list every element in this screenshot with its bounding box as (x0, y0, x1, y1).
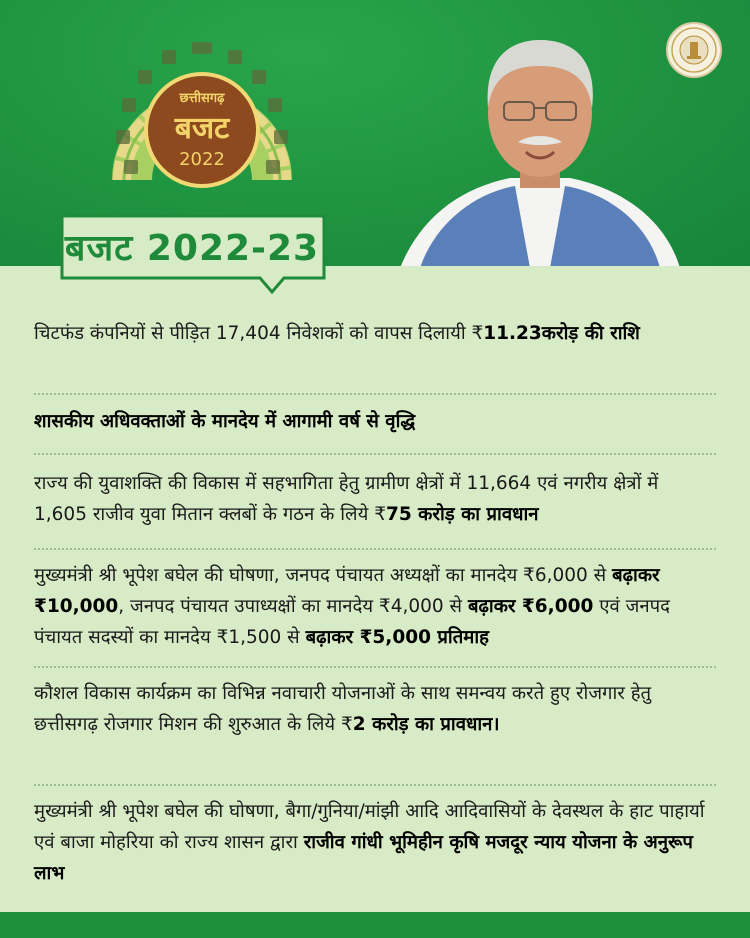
title-tag (58, 212, 338, 286)
item-highlight: शासकीय अधिवक्ताओं के मानदेय में आगामी वर्ष से वृद्धि (34, 411, 416, 432)
item-text: कौशल विकास कार्यक्रम का विभिन्न नवाचारी योजनाओं के साथ समन्वय करते हुए रोजगार हेतु छत्तीसगढ़ रोजगार मिशन की शुरुआत के लिये ₹ (34, 683, 652, 735)
footer-bar (0, 912, 750, 938)
item-text: मुख्यमंत्री श्री भूपेश बघेल की घोषणा, जनपद पंचायत अध्यक्षों का मानदेय ₹6,000 से (34, 565, 613, 586)
item-highlight: राजीव गांधी भूमिहीन कृषि मजदूर न्याय योजना के अनुरूप लाभ (34, 832, 693, 884)
item-text: चिटफंड कंपनियों से पीड़ित 17,404 निवेशकों को वापस दिलायी ₹ (34, 323, 484, 344)
divider (34, 666, 716, 668)
item-text: मुख्यमंत्री श्री भूपेश बघेल की घोषणा, बैगा/गुनिया/मांझी आदि आदिवासियों के देवस्थल के हाट पाहार्या एवं बाजा मोहरिया को राज्य शासन द्वारा (34, 801, 705, 853)
page-title: बजट 2022-23 (64, 228, 320, 269)
divider (34, 548, 716, 550)
list-item (34, 318, 716, 349)
divider (34, 393, 716, 395)
list-item (34, 406, 716, 437)
budget-emblem (102, 30, 302, 200)
list-item (34, 796, 716, 889)
divider (34, 784, 716, 786)
list-item (34, 678, 716, 740)
item-text: राज्य की युवाशक्ति की विकास में सहभागिता हेतु ग्रामीण क्षेत्रों में 11,664 एवं नगरीय क्षेत्रों में 1,605 राजीव युवा मितान क्लबों के गठन के लिये ₹ (34, 473, 659, 525)
divider (34, 453, 716, 455)
item-highlight: बढ़ाकर ₹10,000 (34, 565, 660, 617)
list-item (34, 560, 716, 653)
chief-minister-photo (380, 18, 700, 266)
item-highlight: 75 करोड़ का प्रावधान (385, 504, 539, 525)
item-text: एवं जनपद पंचायत सदस्यों का मानदेय ₹1,500 से (34, 596, 670, 648)
item-highlight: 2 करोड़ का प्रावधान। (352, 714, 500, 735)
emblem-line2: बजट (174, 111, 230, 146)
item-text: , जनपद पंचायत उपाध्यक्षों का मानदेय ₹4,000 से (118, 596, 468, 617)
list-item (34, 468, 716, 530)
item-highlight: बढ़ाकर ₹5,000 प्रतिमाह (305, 627, 489, 648)
emblem-line3: 2022 (179, 149, 225, 170)
item-highlight: बढ़ाकर ₹6,000 (467, 596, 594, 617)
emblem-line1: छत्तीसगढ़ (179, 91, 225, 106)
government-seal-icon (666, 22, 722, 78)
budget-emblem-graphic (102, 30, 302, 200)
item-highlight: 11.23करोड़ की राशि (483, 323, 640, 344)
